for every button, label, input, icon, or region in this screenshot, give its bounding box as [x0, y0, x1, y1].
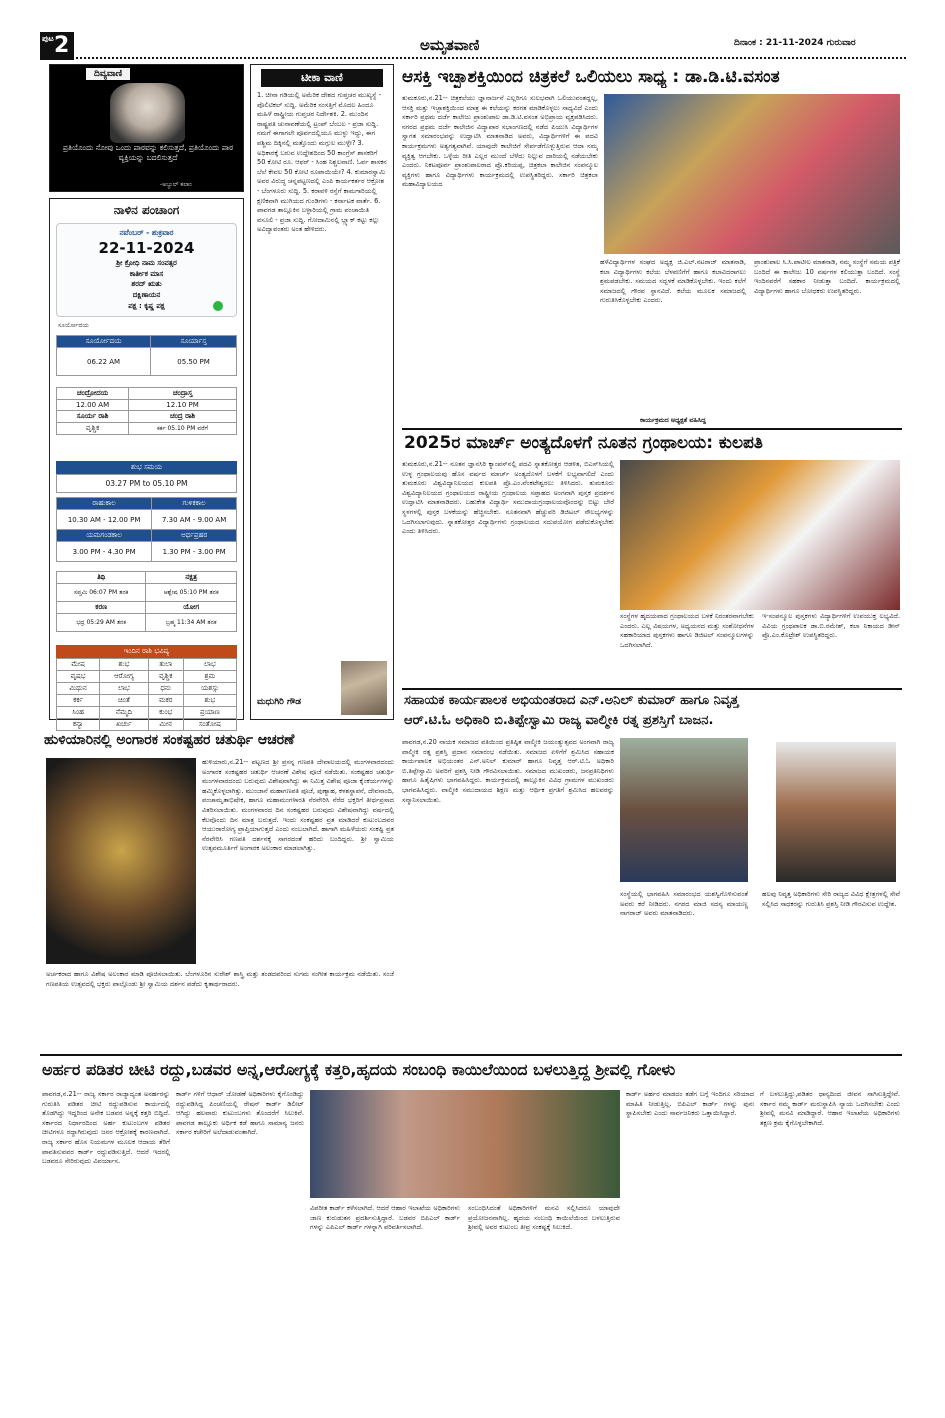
teeka-author: ಮಧುಗಿರಿ ಗೌಡ	[257, 697, 301, 707]
temple-photo	[46, 758, 196, 964]
teeka-title: ಟೀಕಾ ವಾಣಿ	[261, 69, 383, 87]
kaala-table	[56, 497, 237, 562]
rashi-cell: ಕರ್ಕ	[57, 695, 100, 707]
rashi-bhavishya	[56, 645, 237, 731]
nakshatra-value: ಆಶ್ಲೇಷ 05:10 PM ತನಕ	[146, 584, 237, 602]
ritu: ಶರದ್ ಋತು	[131, 280, 162, 288]
temple-headline: ಹುಳಿಯಾರಿನಲ್ಲಿ ಅಂಗಾರಕ ಸಂಕಷ್ಟಹರ ಚತುರ್ಥಿ ಆಚರಣೆ	[44, 732, 295, 748]
library-photo	[620, 460, 900, 610]
divider	[402, 688, 902, 690]
award-body: ಪಾವಗಡ,ನ.20 ನಾಯಕ ಸಮಾಜದ ವತಿಯಿಂದ ಪ್ರತಿಷ್ಠಿತ ವಾಲ್ಮೀಕಿ ಜಯಂತ್ಯುತ್ಸವದ ಅಂಗವಾಗಿ ರಾಜ್ಯ ವಾಲ್ಮೀಕಿ ರತ್ನ ಪ್ರಶಸ್ತಿ ಪ್ರದಾನ ಸಮಾರಂಭ ನಡೆಯಿತು. ಸಮಾಜದ ಏಳಿಗೆಗೆ ಶ್ರಮಿಸಿದ ಸಹಾಯಕ ಕಾರ್ಯಪಾಲಕ ಅಭಿಯಂತರ ಎನ್.ಅನಿಲ್ ಕುಮಾರ್ ಹಾಗೂ ನಿವೃತ್ತ ಆರ್.ಟಿ.ಓ ಅಧಿಕಾರಿ ಬಿ.ತಿಪ್ಪೇಸ್ವಾಮಿ ಅವರಿಗೆ ಪ್ರಶಸ್ತಿ ನೀಡಿ ಗೌರವಿಸಲಾಯಿತು. ಸಮಾಜದ ಮುಖಂಡರು, ಜನಪ್ರತಿನಿಧಿಗಳು ಹಾಗೂ ಹಿತೈಷಿಗಳು ಭಾಗವಹಿಸಿದ್ದರು. ಕಾರ್ಯಕ್ರಮದಲ್ಲಿ ತಾಲ್ಲೂಕಿನ ವಿವಿಧ ಗ್ರಾಮಗಳ ಮುಖಂಡರು ಭಾಗವಹಿಸಿದ್ದರು. ವಾಲ್ಮೀಕಿ ಸಮುದಾಯದ ಶಿಕ್ಷಣ ಮತ್ತು ಆರ್ಥಿಕ ಪ್ರಗತಿಗೆ ಶ್ರಮಿಸಿದ ಹಲವರನ್ನು ಸನ್ಮಾನಿಸಲಾಯಿತು.	[402, 738, 614, 804]
tithi-value: ಸಪ್ತಮಿ 06:07 PM ತನಕ	[57, 584, 146, 602]
shubha-box	[56, 461, 237, 493]
rashi-cell: ಕುಂಭ	[148, 707, 183, 719]
rashi-cell: ಪ್ರಯಾಣ	[183, 707, 236, 719]
ration-col5: ಕಾರ್ಡ್ ಅರ್ಹರ ಮಾಡದಂ ತಡೆಗ ಬಗ್ಗೆ ಇಂದಿಗೂ ಸರಿಯಾದ ಮಾಹಿತಿ ನೀಡುತ್ತಿಲ್ಲ. ಬಿಪಿಎಲ್ ಕಾರ್ಡ್ ಗಳನ್ನು ಪುನಃ ಸ್ಥಾಪಿಸಬೇಕು ಎಂದು ಸಾರ್ವಜನಿಕರು ಒತ್ತಾಯಿಸಿದ್ದಾರೆ.	[626, 1090, 754, 1118]
teeka-box	[250, 64, 394, 720]
page-no: 2	[54, 33, 70, 58]
gulika-label: ಗುಳಿಕಕಾಲ	[152, 498, 237, 510]
rashi-cell: ಲಾಭ	[183, 659, 236, 671]
masthead-dots	[40, 57, 906, 60]
sunset-label: ಸೂರ್ಯಾಸ್ತ	[151, 336, 237, 348]
ardhaprahara-label: ಅರ್ಧಪ್ರಹರ	[152, 530, 237, 542]
rashi-cell: ಮಕರ	[148, 695, 183, 707]
rashi-cell: ನೆಮ್ಮದಿ	[100, 707, 149, 719]
chandra-rashi-value: ಕರ್ಕ 05.10 PM ವರೆಗೆ	[129, 423, 237, 435]
award-headline-line2: ಆರ್.ಟಿ.ಓ ಅಧಿಕಾರಿ ಬಿ.ತಿಪ್ಪೇಸ್ವಾಮಿ ರಾಜ್ಯ ವಾಲ್ಮೀಕಿ ರತ್ನ ಪ್ರಶಸ್ತಿಗೆ ಬಾಜನ.	[404, 713, 714, 728]
sunrise-label: ಸೂರ್ಯೋದಯ	[57, 336, 151, 348]
yamaganda-value: 3.00 PM - 4.30 PM	[57, 542, 152, 562]
art-col2: ಹಳೆವಿದ್ಯಾರ್ಥಿಗಳ ಸಂಘದ ಅಧ್ಯಕ್ಷ ಜಿ.ಎಲ್.ನಟರಾಜ್ ಮಾತನಾಡಿ, ಕಲಾ ವಿದ್ಯಾರ್ಥಿಗಳು ಕಲೆಯ ಬೆಳವಣಿಗೆಗೆ ಹಾಗೂ ಕಲಾವಿದರಾಗಲು ಶ್ರಮಪಡಬೇಕು. ಸಮಯದ ಸದ್ಬಳಕೆ ಮಾಡಿಕೊಳ್ಳಬೇಕು. ಇಂದು ಕಲೆಗೆ ಸಮಾಜದಲ್ಲಿ ಗೌರವ ಸ್ಥಾನವಿದೆ. ಕಲೆಯ ಮೂಲಕ ಸಮಾಜದಲ್ಲಿ ಗುರುತಿಸಿಕೊಳ್ಳಬೇಕು ಎಂದರು.	[600, 258, 746, 305]
rashi-cell: ಯಶಸ್ಸು	[183, 683, 236, 695]
tithi-label: ತಿಥಿ	[57, 572, 146, 584]
rashi-cell: ಧನು	[148, 683, 183, 695]
moonrise-label: ಚಂದ್ರೋದಯ	[57, 388, 129, 400]
moonset-value: 12.10 PM	[129, 400, 237, 411]
page-number-badge	[40, 32, 74, 60]
temple-caption: ಅರ್ಚಕರಾದ ಹಾಗೂ ವಿಶೇಷ ಅಲಂಕಾರ ಮಾಡಿ ಪೂಜಿಸಲಾಯಿತು. ಬೆಂಗಳೂರಿನ ಸುರೇಶ್ ಶಾಸ್ತ್ರಿ ಮತ್ತು ತಂಡದವರಿಂದ ಸುಗಮ ಸಂಗೀತ ಕಾರ್ಯಕ್ರಮ ನಡೆಯಿತು. ಸಂಜೆ ಗಣಪತಿಯ ಉತ್ಸವದಲ್ಲಿ ಭಕ್ತರು ಪಾಲ್ಗೊಂಡು ಶ್ರೀ ಸ್ವಾಮಿಯ ದರ್ಶನ ಪಡೆದು ಕೃತಾರ್ಥರಾದರು.	[46, 970, 394, 988]
rashi-cell: ಮೇಷ	[57, 659, 100, 671]
rashi-table	[56, 658, 237, 731]
rashi-cell: ಆರೋಗ್ಯ	[100, 671, 149, 683]
moonrise-value: 12.00 AM	[57, 400, 129, 411]
shubha-label: ಶುಭ ಸಮಯ	[56, 461, 237, 474]
divider	[402, 428, 902, 430]
ration-col6: ಗೆ ಬಳಲುತ್ತಿದ್ದು,ಪಡಿತರ ಧಾನ್ಯದಿಂದ ಜೀವನ ಸಾಗಿಸುತ್ತಿದ್ದೇವೆ. ಸರ್ಕಾರ ನಮ್ಮ ಕಾರ್ಡ್ ಮರುಸ್ಥಾಪಿಸಿ ನ್ಯಾಯ ಒದಗಿಸಬೇಕು ಎಂದು ಶ್ರೀವಲ್ಲಿ ಮನವಿ ಮಾಡಿದ್ದಾರೆ. ಆಹಾರ ಇಲಾಖೆಯ ಅಧಿಕಾರಿಗಳು ತಕ್ಷಣ ಕ್ರಮ ಕೈಗೊಳ್ಳಬೇಕಾಗಿದೆ.	[760, 1090, 900, 1127]
divyavani-box	[49, 64, 244, 192]
yamaganda-label: ಯಮಗಂಡಕಾಲ	[57, 530, 152, 542]
ration-col4: ಸಂಬಂಧಿಸಿದಂತೆ ಅಧಿಕಾರಿಗಳಿಗೆ ಮನವಿ ಸಲ್ಲಿಸಿದರೂ ಯಾವುದೇ ಪ್ರಯೋಜನವಾಗಿಲ್ಲ. ಹೃದಯ ಸಂಬಂಧಿ ಕಾಯಿಲೆಯಿಂದ ಬಳಲುತ್ತಿರುವ ಶ್ರೀವಲ್ಲಿ ಅವರ ಕುಟುಂಬ ತೀವ್ರ ಸಂಕಷ್ಟಕ್ಕೆ ಸಿಲುಕಿದೆ.	[468, 1204, 620, 1232]
art-photo	[604, 94, 900, 254]
ration-photo	[310, 1090, 620, 1198]
rashi-cell: ಸಂತೋಷ	[183, 719, 236, 731]
rashi-cell: ವೃಶ್ಚಿಕ	[148, 671, 183, 683]
portrait-image	[110, 83, 185, 143]
samvatsara: ಶ್ರೀ ಕ್ರೋಧಿ ನಾಮ ಸಂವತ್ಸರ	[116, 259, 177, 267]
rashi-cell: ಶ್ರಮ	[183, 671, 236, 683]
paksha: ಪಕ್ಷ : ಕೃಷ್ಣ ಪಕ್ಷ	[128, 302, 165, 310]
ration-col2: ಕಾರ್ಡ್ ಗಳಿಗೆ ಆಧಾರ್ ಜೋಡಣೆ ಅಧಿಕಾರಿಗಳು ಕೈಗೊಂಡಿದ್ದು ರದ್ದುಪಡಿಸಿದ್ದ ಪಿಂಚಣಿಯಲ್ಲಿ ರೇಷನ್ ಕಾರ್ಡ್ ಡಿಲೀಟ್ ಆಗಿದ್ದು ಹಲವಾರು ಕುಟುಂಬಗಳು ತೊಂದರೆಗೆ ಸಿಲುಕಿವೆ. ಪಾವಗಡ ತಾಲ್ಲೂಕು ಅರ್ಧಿಕ ಕಡೆ ಹಾಗೂ ಸಾಮಾನ್ಯ ಜನರು ಸರ್ಕಾರ ಕಚೇರಿಗೆ ಅಲೆದಾಡುವಂತಾಗಿದೆ.	[176, 1090, 304, 1137]
divyavani-title: ದಿವ್ಯವಾಣಿ	[86, 68, 130, 80]
divyavani-quote: ಪ್ರತಿಯೊಂದು ನೋವು ಒಂದು ಪಾಠವನ್ನು ಕಲಿಸುತ್ತದೆ, ಪ್ರತಿಯೊಂದು ಪಾಠ ವ್ಯಕ್ತಿಯನ್ನು ಬದಲಿಸುತ್ತದೆ	[62, 143, 234, 162]
masa: ಕಾರ್ತೀಕ ಮಾಸ	[129, 270, 164, 278]
rahukala-value: 10.30 AM - 12.00 PM	[57, 510, 152, 530]
karana-label: ಕರಣ	[57, 602, 146, 614]
art-headline: ಆಸಕ್ತಿ ಇಚ್ಛಾಶಕ್ತಿಯಿಂದ ಚಿತ್ರಕಲೆ ಒಲಿಯಲು ಸಾಧ್ಯ : ಡಾ.ಡಿ.ಟಿ.ವಸಂತ	[402, 67, 780, 87]
rashi-cell: ಮಿಥುನ	[57, 683, 100, 695]
library-col3: ಇ-ಸಂಪನ್ಮೂಲ ಪುಸ್ತಕಗಳು ವಿದ್ಯಾರ್ಥಿಗಳಿಗೆ ಉಪಯುಕ್ತ ಲಭ್ಯವಿದೆ. ವಿವಿಯ ಗ್ರಂಥಪಾಲಕ ಡಾ.ಬಿ.ರಮೇಶ್, ಕಲಾ ನಿಕಾಯದ ಡೀನ್ ಪ್ರೊ.ಎಂ.ಕೊಟ್ರೇಶ್ ಉಪಸ್ಥಿತರಿದ್ದರು.	[762, 612, 900, 640]
temple-body: ಹುಳಿಯಾರು,ನ.21-- ಪಟ್ಟಣದ ಶ್ರೀ ಪ್ರಸನ್ನ ಗಣಪತಿ ದೇವಾಲಯದಲ್ಲಿ ಮಂಗಳವಾರದಂದು ಅಂಗಾರಕ ಸಂಕಷ್ಟಹರ ಚತುರ್ಥಿ ಆಚರಣೆ ವಿಶೇಷ ಪೂಜೆ ನಡೆಯಿತು. ಸಂಕಷ್ಟಹರ ಚತುರ್ಥಿ ಮಂಗಳವಾರದಂದು ಬರುವುದು ವಿಶೇಷವಾಗಿದ್ದು ಈ ನಿಮಿತ್ತ ವಿಶೇಷ ಪೂಜಾ ಕೈಂಕರ್ಯಗಳನ್ನು ಹಮ್ಮಿಕೊಳ್ಳಲಾಗಿತ್ತು. ಮುಂಜಾನೆ ಮಹಾಗಣಪತಿ ಪೂಜೆ, ಪುಣ್ಯಾಹ, ಕಳಶಸ್ಥಾಪನೆ, ದೇವನಾಂದಿ, ಪಂಚಾಮೃತಾಭಿಷೇಕ, ಹಾಗೂ ಮಹಾಮಂಗಳಾರತಿ ನೆರವೇರಿಸಿ ನೆರೆದ ಭಕ್ತರಿಗೆ ತೀರ್ಥಪ್ರಸಾದ ವಿತರಿಸಲಾಯಿತು. ಮಂಗಳವಾರದ ದಿನ ಸಂಕಷ್ಟಹರ ಬರುವುದು ವಿಶೇಷವಾಗಿದ್ದು ವರ್ಷದಲ್ಲಿ ಕೆಲವೊಂದು ದಿನ ಮಾತ್ರ ಬರುತ್ತದೆ. ಇಂದು ಸಂಕಷ್ಟಹರ ವ್ರತ ಮಾಡಿದರೆ ಕುಟುಂಬದವರ ಆಯುರಾರೋಗ್ಯ ಪ್ರಾಪ್ತಿಯಾಗುತ್ತದೆ ಎಂದು ನಂಬಲಾಗಿದೆ. ಹಾಗಾಗಿ ಮಹಿಳೆಯರು ಸಂಕಷ್ಟಿ ವ್ರತ ನೆರವೇರಿಸಿ ಗಣಪತಿ ದರ್ಶನಕ್ಕೆ ಸಾಗರದಂತೆ ಹರಿದು ಬಂದಿದ್ದರು. ಶ್ರೀ ಸ್ವಾಮಿಯ ಉತ್ಸವಮೂರ್ತಿಗೆ ಅಂಗಾರಕ ಅಲಂಕಾರ ಮಾಡಲಾಗಿತ್ತು.	[202, 758, 394, 853]
art-col3: ಪ್ರಾಂಶುಪಾಲ ಸಿ.ಸಿ.ಪಾಟೀಲ ಮಾತನಾಡಿ, ನಮ್ಮ ಸಂಸ್ಥೆಗೆ ಸಮಯ ಪತ್ರಿಕೆ ಬಂದಿದೆ ಈ ಕಾಲೇಜು 10 ವರ್ಷಗಳ ಕಲಿಯುತ್ತಾ ಬಂದಿದೆ. ಸಂಸ್ಥೆ ಇಂದಿನವರೆಗೆ ಸಹಕಾರ ನೀಡುತ್ತಾ ಬಂದಿದೆ. ಕಾರ್ಯಕ್ರಮದಲ್ಲಿ ವಿದ್ಯಾರ್ಥಿಗಳು ಹಾಗೂ ಬೋಧಕರು ಉಪಸ್ಥಿತರಿದ್ದರು.	[754, 258, 900, 295]
ration-headline: ಅರ್ಹರ ಪಡಿತರ ಚೀಟಿ ರದ್ದು,ಬಡವರ ಅನ್ನ,ಆರೋಗ್ಯಕ್ಕೆ ಕತ್ತರಿ,ಹೃದಯ ಸಂಬಂಧಿ ಕಾಯಿಲೆಯಿಂದ ಬಳಲುತ್ತಿದ್ದ ಶ್ರೀವಲ್ಲಿ ಗೋಳು	[42, 1060, 676, 1079]
day-line: ನವೆಂಬರ್ - ಶುಕ್ರವಾರ	[119, 228, 174, 237]
library-headline: 2025ರ ಮಾರ್ಚ್ ಅಂತ್ಯದೊಳಗೆ ನೂತನ ಗ್ರಂಥಾಲಯ: ಕುಲಪತಿ	[404, 433, 763, 453]
sun-table	[56, 335, 237, 376]
rashi-cell: ಕನ್ಯಾ	[57, 719, 100, 731]
moon-table	[56, 387, 237, 435]
award-cap1: ಸಂಸ್ಥೆಯಲ್ಲಿ ಭಾಗವಹಿಸಿ ಸಮಾರಂಭದ ಯಶಸ್ವಿಗೊಳಿಸುವಂತೆ ಅವರು ಕರೆ ನೀಡಿದರು. ನಗರದ ಮಾಜಿ ಸದಸ್ಯ ಮಾಯಣ್ಣ ನಾಗರಾಜ್ ಅವರು ಮಾತನಾಡಿದರು.	[620, 890, 748, 918]
rashi-cell: ಚಿಂತೆ	[100, 695, 149, 707]
moonset-label: ಚಂದ್ರಾಸ್ತ	[129, 388, 237, 400]
ration-col1: ಪಾವಗಡ,ನ.21-- ರಾಜ್ಯ ಸರ್ಕಾರ ರಾಜ್ಯಾದ್ಯಂತ ಅನರ್ಹರನ್ನು ಗುರುತಿಸಿ ಪಡಿತರ ಚೀಟಿ ರದ್ದುಪಡಿಸುವ ಕಾರ್ಯದಲ್ಲಿ ತೊಡಗಿದ್ದು ಇದ್ದರಿಂದ ಅನೇಕ ಬಡವರ ಅನ್ನಕ್ಕೆ ಕತ್ತರಿ ಬಿದ್ದಿದೆ. ಸರ್ಕಾರದ ನಿರ್ಧಾರದಿಂದ ಅರ್ಹ ಕುಟುಂಬಗಳ ಪಡಿತರ ಚೀಟಿಗಳೂ ರದ್ದಾಗಿರುವುದು ಜನರ ಆಕ್ರೋಶಕ್ಕೆ ಕಾರಣವಾಗಿದೆ. ರಾಜ್ಯ ಸರ್ಕಾರ ಹೊಸ ನಿಯಮಗಳ ಮೂಲಕ ಆದಾಯ ತೆರಿಗೆ ಪಾವತಿಸುವವರ ಕಾರ್ಡ್ ರದ್ದುಪಡಿಸುತ್ತಿದೆ. ಆದರೆ ಇದರಲ್ಲಿ ಬಡವರೂ ಸೇರಿರುವುದು ವಿಪರ್ಯಾಸ.	[42, 1090, 170, 1166]
rashi-bhavishya-title: ಇಂದಿನ ರಾಶಿ ಭವಿಷ್ಯ	[56, 645, 237, 658]
rashi-cell: ವೃಷಭ	[57, 671, 100, 683]
art-body: ತುಮಕೂರು,ನ.21-- ಚಿತ್ರಕಲೆಯು ಜ್ಞಾನಾರ್ಜನೆ ಎಲ್ಲರಿಗೂ ಸುಲಭವಾಗಿ ಒಲಿಯುವಂತದ್ದಲ್ಲ, ಆಸಕ್ತಿ ಮತ್ತು ಇಚ್ಛಾಶಕ್ತಿಯಿಂದ ಮಾತ್ರ ಈ ಕಲೆಯನ್ನು ಕರಗತ ಮಾಡಿಕೊಳ್ಳಲು ಸಾಧ್ಯವಿದೆ ಎಂದು ಸರ್ಕಾರಿ ಪ್ರಥಮ ದರ್ಜೆ ಕಾಲೇಜು ಪ್ರಾಂಶುಪಾಲ ಡಾ.ಡಿ.ಟಿ.ವಸಂತ ಅಭಿಪ್ರಾಯ ವ್ಯಕ್ತಪಡಿಸಿದರು. ನಗರದ ಪ್ರಥಮ ದರ್ಜೆ ಕಾಲೇಜಿನ ವಿದ್ಯಾಪಾಠ ಸಭಾಂಗಣದಲ್ಲಿ ನಡೆದ ಪಿಯುಸಿ ವಿದ್ಯಾರ್ಥಿಗಳ ಸ್ವಾಗತ ಸಮಾರಂಭವನ್ನು ಉದ್ಘಾಟಿಸಿ ಮಾತನಾಡಿದ ಅವರು, ವಿದ್ಯಾರ್ಥಿಗಳಿಗೆ ಈ ಪದವಿ ಕಾರ್ಯಕ್ರಮಗಳು ಅತ್ಯಗತ್ಯವಾಗಿವೆ. ಯಾವುದೇ ಕಾಲೇಜಿಗೆ ಸೇರ್ಪಡೆಗೊಳ್ಳುತ್ತಿರುವ ಆದಾ ನಮ್ಮ ವ್ಯಕ್ತಿತ್ವ ಆಗಬೇಕು. ಒಳ್ಳೆಯ ರೀತಿ ಎಲ್ಲರ ಮುಂದೆ ಬೆಳೆದು ನಿಲ್ಲುವ ದಾರಿಯಲ್ಲಿ ನಡೆಯಬೇಕು ಎಂದರು. ನಿಕಟಪೂರ್ವ ಪ್ರಾಂಶುಪಾಲರಾದ ಪ್ರೊ.ಕರಿಯಪ್ಪ, ಚಿತ್ರಕಲಾ ಕಾಲೇಜಿನ ಸಂಪನ್ಮೂಲ ವ್ಯಕ್ತಿಗಳು ಹಾಗೂ ವಿದ್ಯಾರ್ಥಿಗಳು ಕಾರ್ಯಕ್ರಮದಲ್ಲಿ ಉಪಸ್ಥಿತರಿದ್ದರು. ಸರ್ಕಾರಿ ಚಿತ್ರಕಲಾ ಮಹಾವಿದ್ಯಾಲಯದ	[402, 94, 598, 189]
award-photo-1	[620, 738, 748, 882]
paper-name: ಅಮೃತವಾಣಿ	[420, 36, 480, 54]
rashi-cell: ಸಿಂಹ	[57, 707, 100, 719]
rashi-cell: ಲಾಭ	[100, 683, 149, 695]
temple-box	[40, 730, 396, 1046]
rashi-cell: ಶುಭ	[100, 659, 149, 671]
rashi-cell: ಮೀನ	[148, 719, 183, 731]
rashi-cell: ಖರ್ಚು	[100, 719, 149, 731]
sunset-value: 05.50 PM	[151, 348, 237, 376]
divyavani-author: -ಅಬ್ದುಲ್ ಕಲಾಂ	[160, 181, 192, 188]
art-footer: ಕಾರ್ಯಕ್ರಮದ ಅಧ್ಯಕ್ಷತೆ ವಹಿಸಿದ್ದ	[640, 416, 707, 424]
karana-value: ಭದ್ರ 05:29 AM ತನಕ	[57, 614, 146, 632]
panchanga-note: ಸೂರ್ಯೋದಯ	[58, 322, 89, 329]
ration-col3: ವಿಪರೀತ ಕಾರ್ಡ್ ಕಳೆಸಲಾಗಿದೆ. ಆದರೆ ಆಹಾರ ಇಲಾಖೆಯ ಅಧಿಕಾರಿಗಳು ಜಾಣ ಕುರುಡುತನ ಪ್ರದರ್ಶಿಸುತ್ತಿದ್ದಾರೆ. ಬಡವರ ಬಿಪಿಎಲ್ ಕಾರ್ಡ್ ಗಳನ್ನು ಎಪಿಎಲ್ ಕಾರ್ಡ್ ಗಳನ್ನಾಗಿ ಪರಿವರ್ತಿಸಲಾಗಿದೆ.	[310, 1204, 460, 1232]
ayana: ದಕ್ಷಿಣಾಯನ	[132, 291, 161, 299]
library-col2: ಸಂಸ್ಥೆಗಳ ಹೃದಯವಾದ ಗ್ರಂಥಾಲಯದ ಬಳಕೆ ನಿರಂತರವಾಗಬೇಕು ಎಂದರು. ಎಲ್ಲ ವಿಷಯಗಳ, ಅಧ್ಯಯನದ ಮತ್ತು ಸಂಶೋಧನೆಗಳ ಸಹಕಾರಿಯಾದ ಪುಸ್ತಕಗಳು ಹಾಗೂ ಡಿಜಿಟಲ್ ಸಂಪನ್ಮೂಲಗಳನ್ನು ಒದಗಿಸಲಾಗಿದೆ.	[620, 612, 754, 649]
award-photo-2	[776, 742, 896, 882]
ardhaprahara-value: 1.30 PM - 3.00 PM	[152, 542, 237, 562]
surya-rashi-label: ಸೂರ್ಯ ರಾಶಿ	[57, 411, 129, 423]
chandra-rashi-label: ಚಂದ್ರ ರಾಶಿ	[129, 411, 237, 423]
rashi-cell: ಶುಭ	[183, 695, 236, 707]
tithi-table	[56, 571, 237, 632]
library-body: ತುಮಕೂರು,ನ.21-- ನೂತನ ಜ್ಞಾನಸಿರಿ ಕ್ಯಾಂಪಸ್‌ನಲ್ಲಿ ಪದವಿ ಸ್ನಾತಕೋತ್ತರ ಆಡಳಿತ, ಬಿಎಸ್‌ಸಿಯಲ್ಲಿ ಉಳ್ಳ ಗ್ರಂಥಾಲಯವು ಹೊಸ ವರ್ಷದ ಮಾರ್ಚ್ ಅಂತ್ಯದೊಳಗೆ ಬಳಕೆಗೆ ಲಭ್ಯವಾಗಲಿದೆ ಎಂದು ತುಮಕೂರು ವಿಶ್ವವಿದ್ಯಾನಿಲಯದ ಕುಲಪತಿ ಪ್ರೊ.ಎಂ.ವೆಂಕಟೇಶ್ವರಲು ತಿಳಿಸಿದರು. ತುಮಕೂರು ವಿಶ್ವವಿದ್ಯಾನಿಲಯದ ಗ್ರಂಥಾಲಯದ ರಾಷ್ಟ್ರೀಯ ಗ್ರಂಥಾಲಯ ಸಪ್ತಾಹದ ಅಂಗವಾಗಿ ಪುಸ್ತಕ ಪ್ರದರ್ಶನ ಉದ್ಘಾಟಿಸಿ ಮಾತನಾಡಿದರು. ಬಹುಕೇತ ವಿದ್ಯಾರ್ಥಿ ಸಮುದಾಯಗ್ರಂಥಾಲಯವೊಂದನ್ನು ಬಿಟ್ಟು ಬೇರೆ ಸ್ಥಳಗಳಲ್ಲಿ ಪುಸ್ತಕ ಬಳಕೆಯನ್ನು ಹೆಚ್ಚಿಸಬೇಕು. ನೂತನವಾಗಿ ಹೆಚ್ಚುವರಿ ಡಿಜಿಟಲ್ ಸೌಲಭ್ಯಗಳನ್ನು ಒದಗಿಸಲಾಗುವುದು. ಸ್ನಾತಕೋತ್ತರ ವಿದ್ಯಾರ್ಥಿಗಳು ಗ್ರಂಥಾಲಯದ ಸದುಪಯೋಗ ಪಡೆದುಕೊಳ್ಳಬೇಕು ಎಂದು ತಿಳಿಸಿದರು.	[402, 460, 614, 536]
rahukala-label: ರಾಹುಕಾಲ	[57, 498, 152, 510]
shubha-value: 03.27 PM to 05.10 PM	[56, 474, 237, 493]
yoga-label: ಯೋಗ	[146, 602, 237, 614]
nakshatra-label: ನಕ್ಷತ್ರ	[146, 572, 237, 584]
panchanga-box	[49, 198, 244, 728]
panchanga-date: 22-11-2024	[98, 239, 195, 257]
teeka-body: 1. ಚೀನಾ ಗಡಿಯಲ್ಲಿ ಅಮೆರಿಕ ದೇಶದ ಗುಪ್ತಚರ ಮುಖ್ಯಸ್ಥೆ - ಪೊಲಿಟಿಕಲ್ ಸುದ್ದಿ. ಅಮೆರಿಕ ಸಂಸತ್ತಿಗೆ ಮೊದಲ ಹಿಂದೂ ಮಹಿಳೆ ರಾಷ್ಟ್ರೀಯ ಗುಪ್ತಚರ ನಿರ್ದೇಶಕಿ. 2. ಮುಂದಿನ ರಾಷ್ಟ್ರಪತಿ ಚುನಾವಣೆಯಲ್ಲಿ ಟ್ರಂಪ್ ಬೆಂಬಲ - ಪ್ರಜಾ ಸುದ್ದಿ. ನಮಗೆ ಈಗಾಗಲೇ ಪೂರ್ವದಲ್ಲಿಯೂ ಮುಳ್ಳು ಇದ್ದು, ಈಗ ಪಶ್ಚಿಮ ದಿಕ್ಕಿನಲ್ಲಿ ಮತ್ತೊಂದು ಮಗ್ಗುಲ ಮುಳ್ಳೇ? 3. ಅಧಿಕಾರಕ್ಕೆ ಬರುವ ಉದ್ದೇಶದಿಂದ 50 ಕಾಂಗ್ರೆಸ್ ಶಾಸಕರಿಗೆ 50 ಕೋಟಿ ರೂ. ಆಫರ್ - ಸಿಂಹ ನಿಶ್ಚಲವಾಣಿ. ಓರ್ವ ಶಾಸಕನ ಬೆಲೆ ಕೇವಲ 50 ಕೋಟಿ ರೂಪಾಯಿಯೇ? 4. ಕುಮಾರಸ್ವಾಮಿ ಅವರ ವಿರುದ್ಧ ಚನ್ನಪಟ್ಟಣದಲ್ಲಿ ಎಂಪಿ ಕಾರ್ಯಕರ್ತರ ಆಕ್ರೋಶ - ಬೆಂಗಳೂರು ಸುದ್ದಿ. 5. ಕರಾವಳಿ ರಸ್ತೆಗೆ ಕಾಮಗಾರಿಯಲ್ಲಿ ಕ್ಷಣಿಕವಾಗಿ ಮುಗಿಯದ ಗುಂಡಿಗಳು - ಕರ್ನಾಟಕ ವಾರ್ತೆ. 6. ಪಾವಗಡ ತಾಲ್ಲೂಕಿನ ಬಳ್ಳಾರಿಯಲ್ಲಿ ಗ್ರಾಮ ಪಂಚಾಯಿತಿ ವಸೂಲಿ - ಪ್ರಜಾ ಸುದ್ದಿ. ಗೋದಾಮಿನಲ್ಲಿ ಬ್ಲ್ಯಾಕ್ ಕಟ್ಟು ಕಲ್ಲು ಅವಿದ್ಯಾವಂತರು ಅಂತ ಹೇಳಿದರು.	[257, 91, 387, 234]
sunrise-value: 06.22 AM	[57, 348, 151, 376]
award-cap2: ಹಲವು ನಿವೃತ್ತ ಅಧಿಕಾರಿಗಳು ಸೇರಿ ರಾಜ್ಯದ ವಿವಿಧ ಕ್ಷೇತ್ರಗಳಲ್ಲಿ ಸೇವೆ ಸಲ್ಲಿಸಿದ ಸಾಧಕರನ್ನು ಗುರುತಿಸಿ ಪ್ರಶಸ್ತಿ ನೀಡಿ ಗೌರವಿಸುವ ಉದ್ದೇಶ.	[762, 890, 900, 908]
surya-rashi-value: ವೃಶ್ಚಿಕ	[57, 423, 129, 435]
panchanga-title: ನಾಳಿನ ಪಂಚಾಂಗ	[113, 203, 180, 217]
date-line: ದಿನಾಂಕ : 21-11-2024 ಗುರುವಾರ	[734, 38, 856, 48]
page-prefix: ಪುಟ	[42, 34, 54, 43]
gulika-value: 7.30 AM - 9.00 AM	[152, 510, 237, 530]
teeka-author-photo	[341, 661, 387, 715]
whatsapp-icon	[213, 301, 223, 311]
panchanga-header-card	[56, 223, 237, 317]
rashi-cell: ತುಲಾ	[148, 659, 183, 671]
divider	[40, 1054, 902, 1056]
award-headline-line1: ಸಹಾಯಕ ಕಾರ್ಯಪಾಲಕ ಅಭಿಯಂತರಾದ ಎನ್.ಅನಿಲ್ ಕುಮಾರ್ ಹಾಗೂ ನಿವೃತ್ತ	[404, 693, 739, 708]
yoga-value: ಬ್ರಹ್ಮ 11:34 AM ತನಕ	[146, 614, 237, 632]
